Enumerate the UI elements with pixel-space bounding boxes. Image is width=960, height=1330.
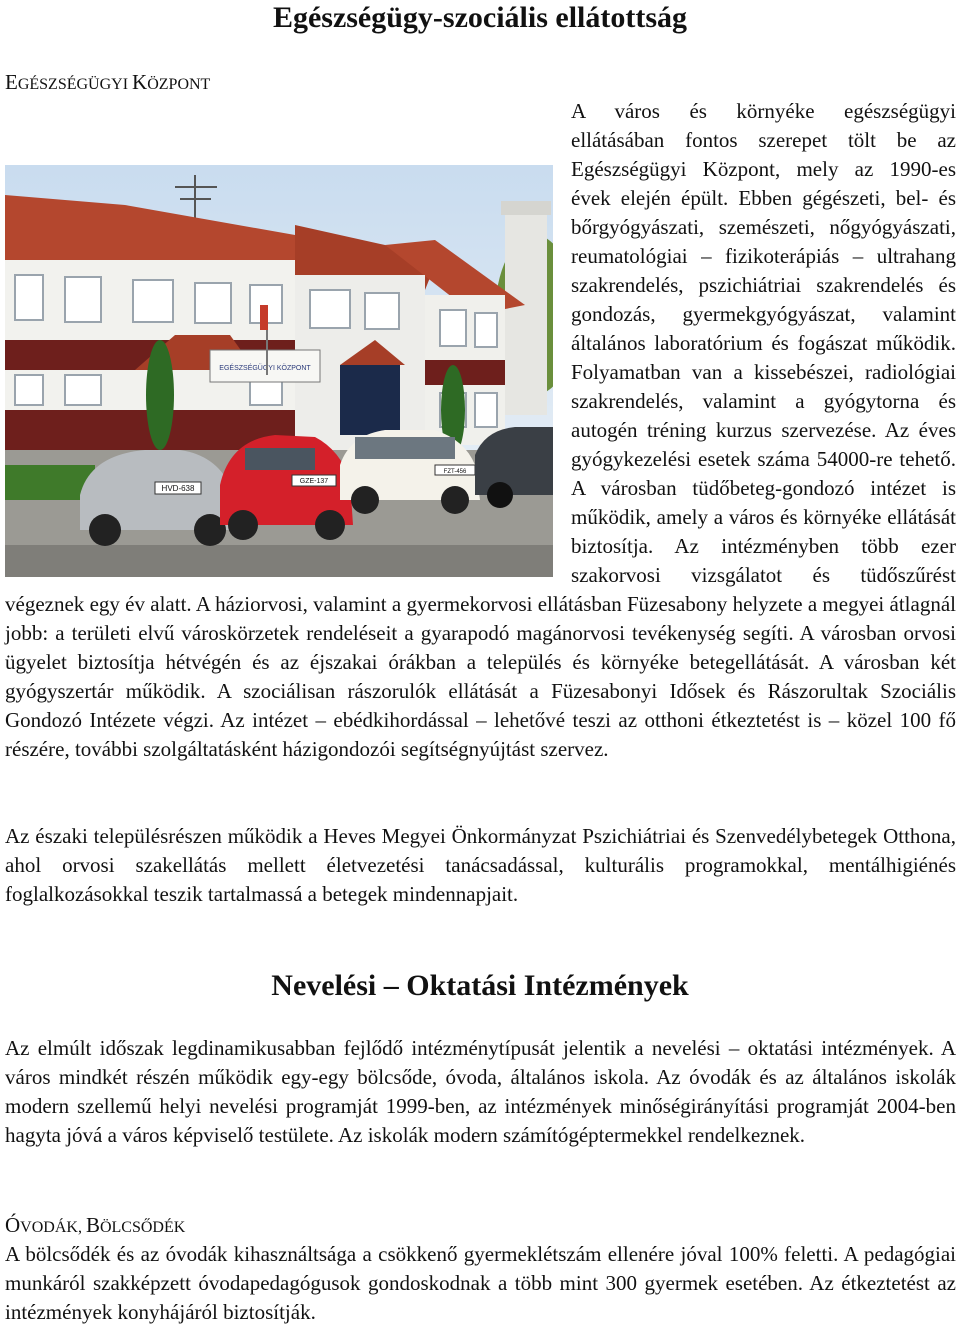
subheading-rest: GÉSZSÉGÜGYI [17, 76, 133, 93]
license-plate-3: FZT-456 [443, 469, 467, 475]
health-center-photo [5, 165, 553, 577]
section-title-health: Egészségügy-szociális ellátottság [272, 1, 688, 34]
subheading-kindergartens [5, 1211, 185, 1242]
subheading-rest-2: ÖZPONT [147, 76, 211, 93]
subheading-initial: E [5, 70, 18, 94]
paragraph-health-center-text: A város és környéke egészségügyi ellátásában fontos szerepet tölt be az Egészségügyi Központ, mely az 1990-es évek elején épült. Ebben gégészeti, bel- és bőrgyógyászati, szemészeti, nőgyógyászati, reumatológiai – fizikoterápiás – ultrahang szakrendelés, pszichiátriai szakrendelés és gondozás, gyermekgyógyászat, valamint általános laboratórium és fogászat működik. Folyamatban van a kissebészei, radiológiai szakrendelés, valamint a gyógytorna és autogén tréning kurzus szervezése. Az éves gyógykezelési esetek száma 54000-re tehető. A városban tüdőbeteg-gondozó intézet is működik, amely a város és környéke ellátását biztosítja. Az intézményben több ezer szakorvosi vizsgálatot és tüdőszűrést végeznek egy év alatt. A háziorvosi, valamint a gyermekorvosi ellátásban Füzesabony helyzete a megyei átlagnál jobb: a területi elvű városkörzetek rendeléseit a gyarapodó magánorvosi tevékenység segíti. A városban orvosi ügyelet biztosítja hétvégén és az éjszakai órákban a település és környéke betegellátását. A városban két gyógyszertár működik. A szociálisan rászorulók ellátását a Füzesabonyi Idősek és Rászorultak Szociális Gondozó Intézete végzi. Az intézet – ebédkihordással – lehetővé teszi az otthoni étkeztetést is – közel 100 fő részére, további szolgáltatásként házigondozói segítségnyújtást szervez. [5, 99, 956, 761]
health-center-photo-svg [5, 165, 553, 577]
building-sign-text: EGÉSZSÉGÜGYI KÖZPONT [219, 365, 311, 372]
license-plate-2: GZE-137 [299, 478, 329, 485]
subheading-health-center [5, 68, 210, 99]
subheading-initial-2: K [132, 70, 148, 94]
subheading-rest: VODÁK, [20, 1219, 86, 1236]
paragraph-health-center [5, 97, 956, 764]
license-plate-1: HVD-638 [161, 484, 195, 493]
subheading-rest-2: ÖLCSŐDÉK [99, 1219, 186, 1236]
subheading-initial: Ó [5, 1213, 21, 1237]
paragraph-psychiatric-home: Az északi településrészen működik a Heves Megyei Önkormányzat Pszichiátriai és Szenvedélybetegek Otthona, ahol orvosi szakellátás mellett életvezetési tanácsadással, kulturális programokkal, mentálhigiénés foglalkozásokkal teszik tartalmassá a betegek mindennapjait. [5, 824, 956, 906]
paragraph-education: Az elmúlt időszak legdinamikusabban fejlődő intézménytípusát jelentik a nevelési – oktatási intézmények. A város mindkét részén működik egy-egy bölcsőde, óvoda, általános iskola. Az óvodák és az általános iskolák modern szellemű helyi nevelési programját 1999-ben, az intézmények minőségirányítási programját 2004-ben hagyta jóvá a város képviselő testülete. Az iskolák modern számítógéptermekkel rendelkeznek. [5, 1036, 956, 1147]
section-title-education: Nevelési – Oktatási Intézmények [271, 969, 689, 1002]
subheading-initial-2: B [85, 1213, 100, 1237]
paragraph-kindergartens: A bölcsődék és az óvodák kihasználtsága a csökkenő gyermeklétszám ellenére jóval 100% feletti. A pedagógiai munkáról szakképzett óvodapedagógusok gondoskodnak a több mint 300 gyermek esetében. Az étkeztetést az intézmények konyhájáról biztosítják. [5, 1242, 956, 1324]
